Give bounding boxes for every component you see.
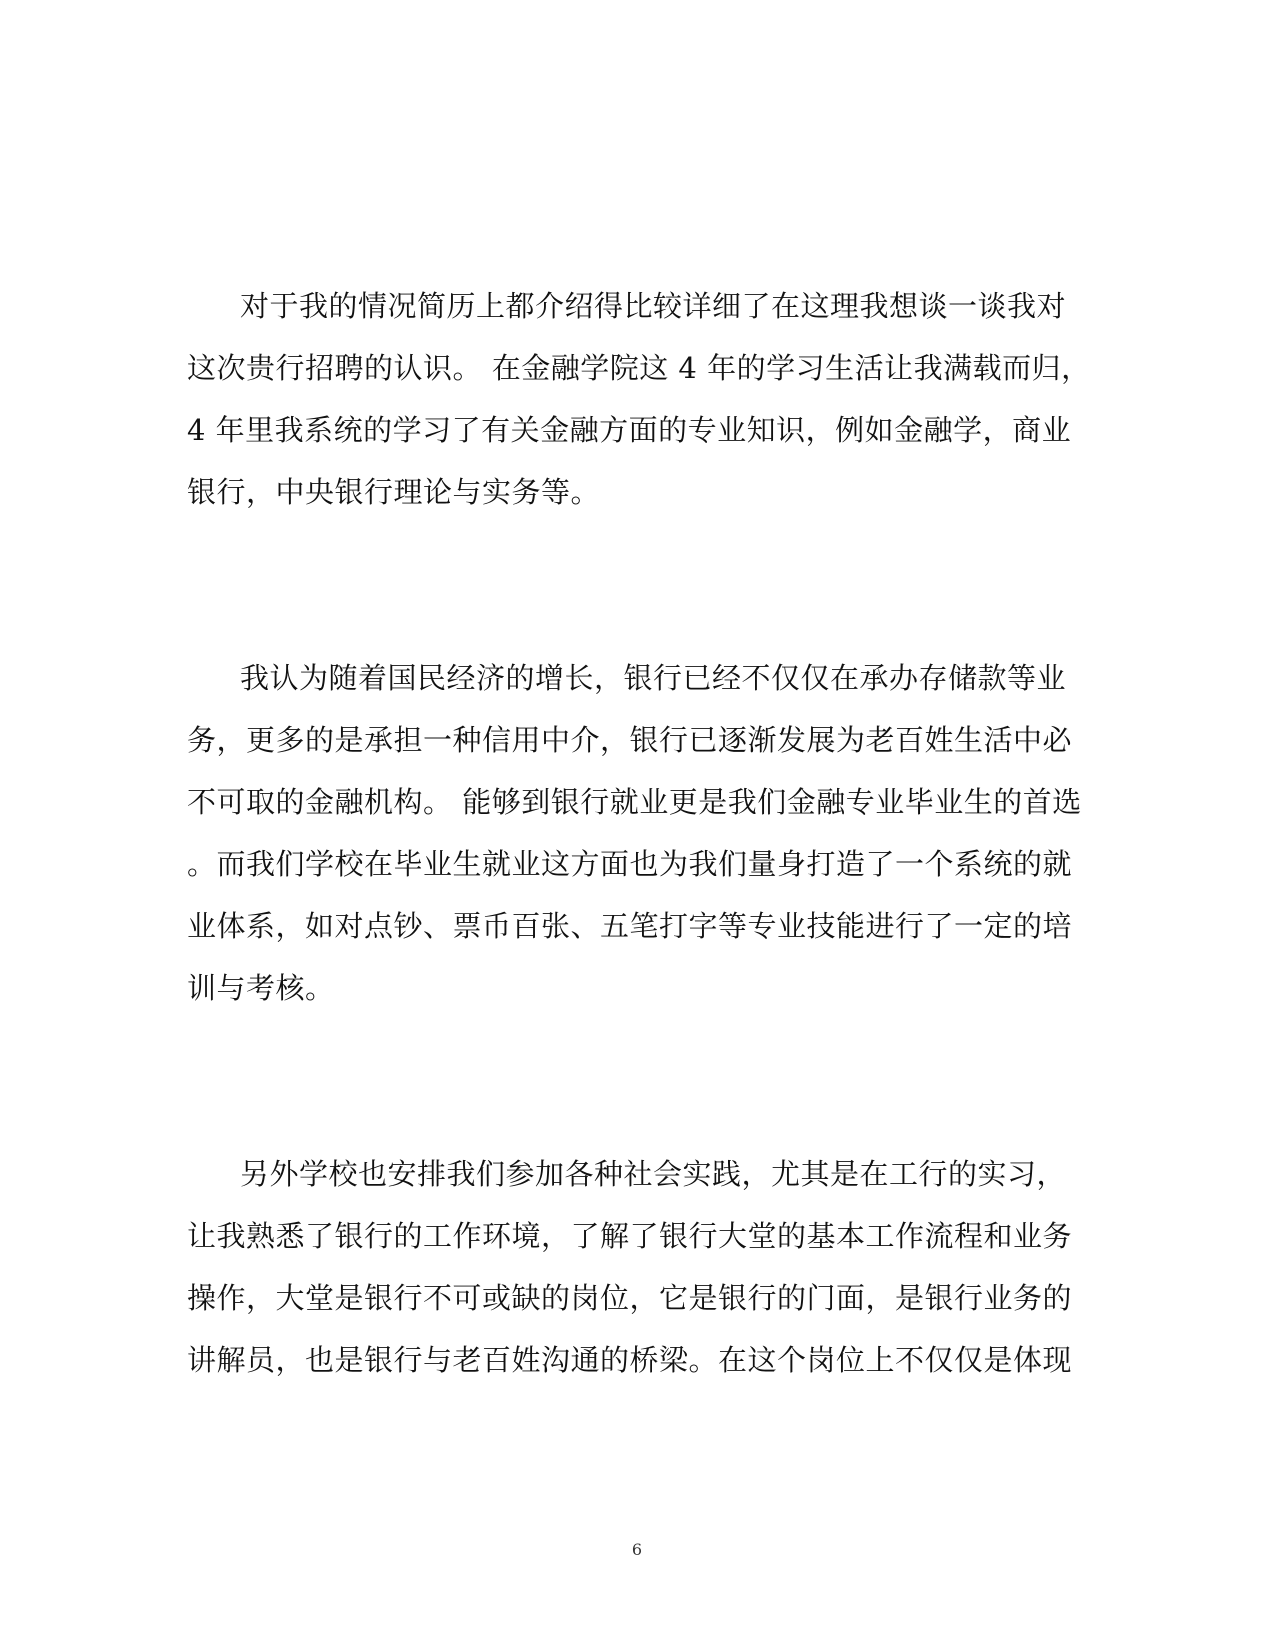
paragraph-1-line-4: 银行，中央银行理论与实务等。 (187, 475, 601, 509)
paragraph-3-line-2: 让我熟悉了银行的工作环境，了解了银行大堂的基本工作流程和业务 (187, 1219, 1073, 1253)
paragraph-3-line-4: 讲解员，也是银行与老百姓沟通的桥梁。在这个岗位上不仅仅是体现 (187, 1343, 1073, 1377)
paragraph-3-line-1: 另外学校也安排我们参加各种社会实践，尤其是在工行的实习， (240, 1157, 1067, 1191)
paragraph-1-line-1: 对于我的情况简历上都介绍得比较详细了在这理我想谈一谈我对 (240, 289, 1067, 323)
paragraph-2-line-4: 。而我们学校在毕业生就业这方面也为我们量身打造了一个系统的就 (187, 847, 1073, 881)
paragraph-2-line-1: 我认为随着国民经济的增长，银行已经不仅仅在承办存储款等业 (240, 661, 1067, 695)
paragraph-3-line-3: 操作，大堂是银行不可或缺的岗位，它是银行的门面，是银行业务的 (187, 1281, 1073, 1315)
paragraph-2-line-5: 业体系，如对点钞、票币百张、五笔打字等专业技能进行了一定的培 (187, 909, 1073, 943)
paragraph-2-line-6: 训与考核。 (187, 971, 335, 1005)
paragraph-2-line-3: 不可取的金融机构。 能够到银行就业更是我们金融专业毕业生的首选 (187, 785, 1082, 819)
page-number: 6 (631, 1540, 643, 1559)
paragraph-1-line-2: 这次贵行招聘的认识。 在金融学院这 4 年的学习生活让我满载而归， (187, 351, 1091, 385)
paragraph-2-line-2: 务，更多的是承担一种信用中介，银行已逐渐发展为老百姓生活中必 (187, 723, 1073, 757)
paragraph-1-line-3: 4 年里我系统的学习了有关金融方面的专业知识，例如金融学，商业 (187, 413, 1072, 447)
